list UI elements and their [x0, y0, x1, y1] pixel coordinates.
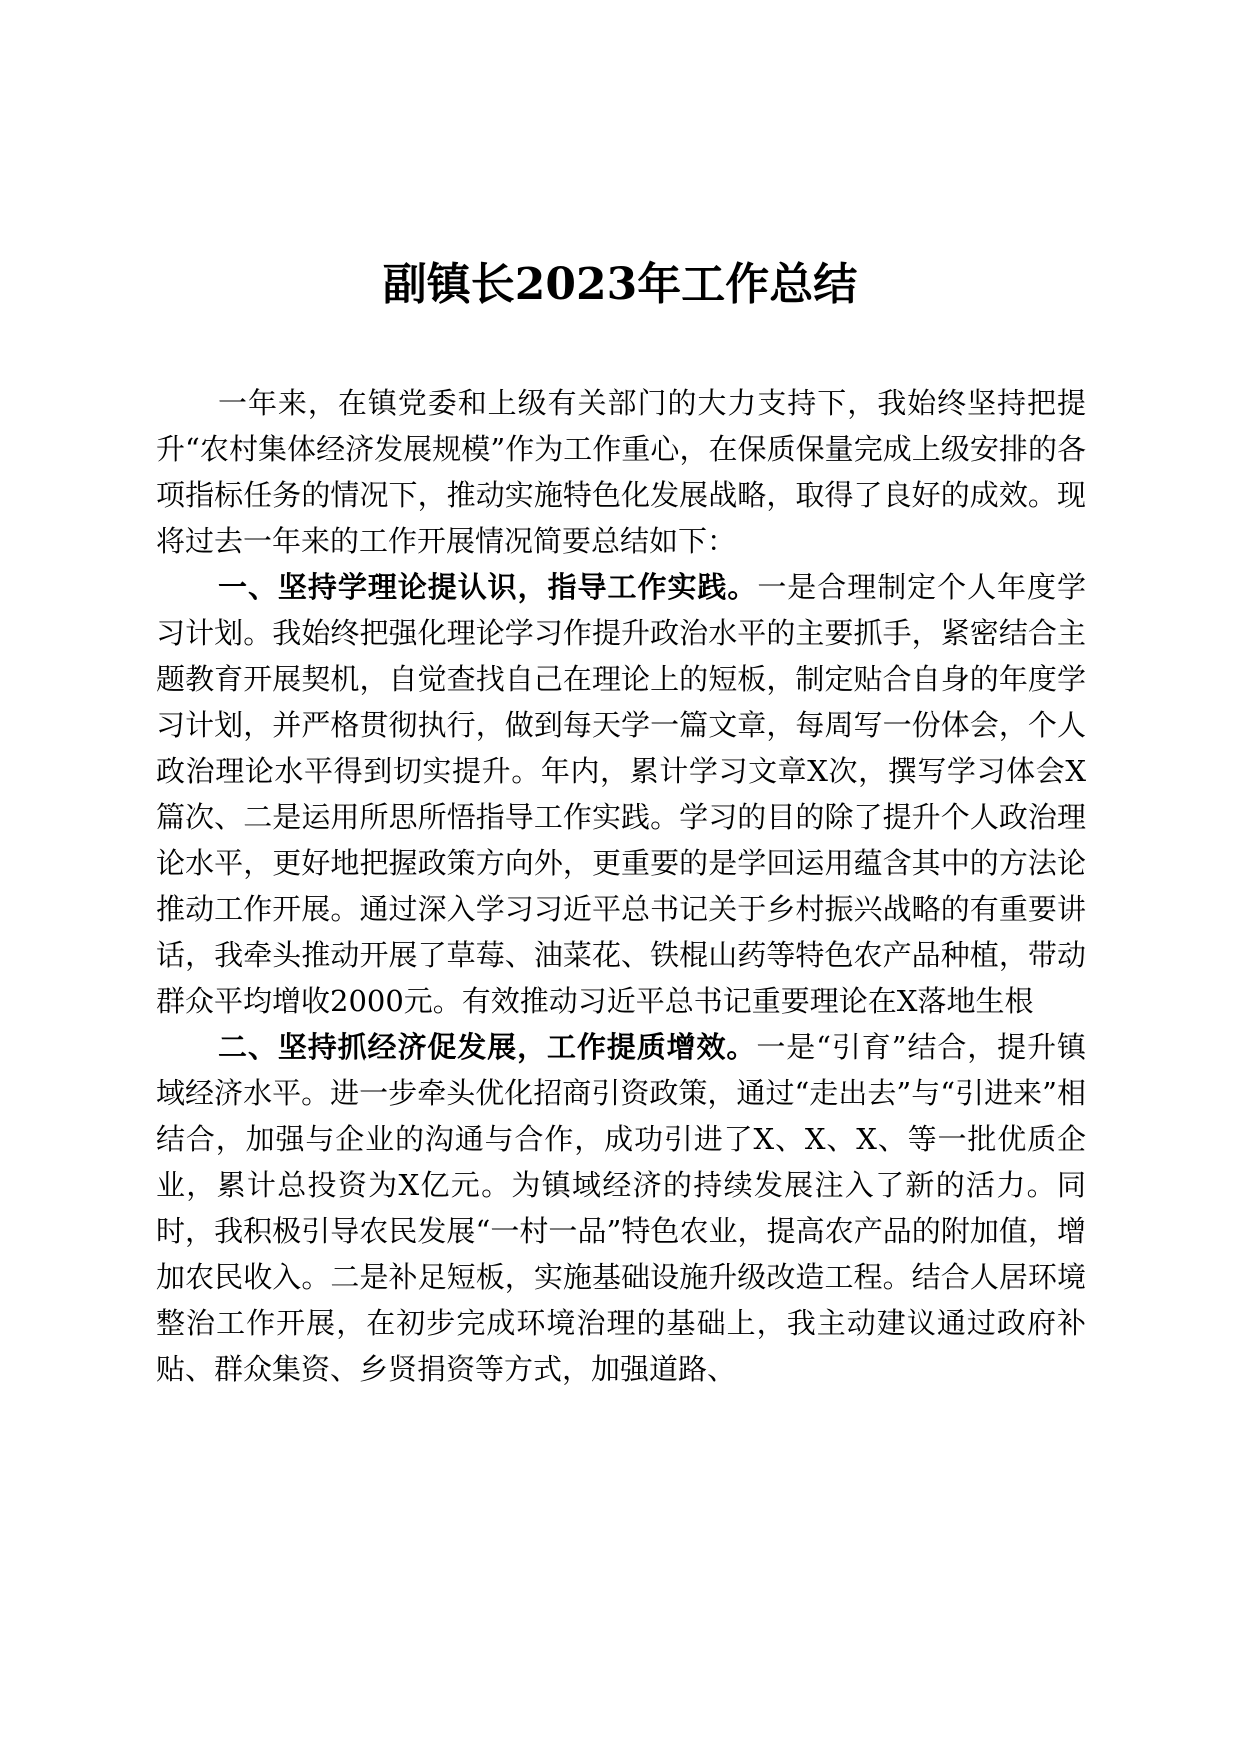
paragraph-intro	[156, 380, 1086, 564]
document-body	[156, 380, 1086, 1392]
paragraph-text: 一是合理制定个人年度学习计划。我始终把强化理论学习作提升政治水平的主要抓手，紧密结合主题教育开展契机，自觉查找自己在理论上的短板，制定贴合自身的年度学习计划，并严格贯彻执行，做到每天学一篇文章，每周写一份体会，个人政治理论水平得到切实提升。年内，累计学习文章X次，撰写学习体会X篇次、二是运用所思所悟指导工作实践。学习的目的除了提升个人政治理论水平，更好地把握政策方向外，更重要的是学回运用蕴含其中的方法论推动工作开展。通过深入学习习近平总书记关于乡村振兴战略的有重要讲话，我牵头推动开展了草莓、油菜花、铁棍山药等特色农产品种植，带动群众平均增收2000元。有效推动习近平总书记重要理论在X落地生根	[156, 570, 1086, 1018]
document-title: 副镇长2023年工作总结	[382, 259, 858, 310]
paragraph-section-2	[156, 1024, 1086, 1392]
section-heading-1: 一、坚持学理论提认识，指导工作实践。	[218, 570, 758, 604]
paragraph-text: 一是“引育”结合，提升镇域经济水平。进一步牵头优化招商引资政策，通过“走出去”与“引进来”相结合，加强与企业的沟通与合作，成功引进了X、X、X、等一批优质企业，累计总投资为X亿元。为镇域经济的持续发展注入了新的活力。同时，我积极引导农民发展“一村一品”特色农业，提高农产品的附加值，增加农民收入。二是补足短板，实施基础设施升级改造工程。结合人居环境整治工作开展，在初步完成环境治理的基础上，我主动建议通过政府补贴、群众集资、乡贤捐资等方式，加强道路、	[156, 1030, 1086, 1386]
paragraph-text: 一年来，在镇党委和上级有关部门的大力支持下，我始终坚持把提升“农村集体经济发展规模”作为工作重心，在保质保量完成上级安排的各项指标任务的情况下，推动实施特色化发展战略，取得了良好的成效。现将过去一年来的工作开展情况简要总结如下：	[156, 386, 1086, 558]
section-heading-2: 二、坚持抓经济促发展，工作提质增效。	[218, 1030, 757, 1064]
paragraph-section-1	[156, 564, 1086, 1024]
